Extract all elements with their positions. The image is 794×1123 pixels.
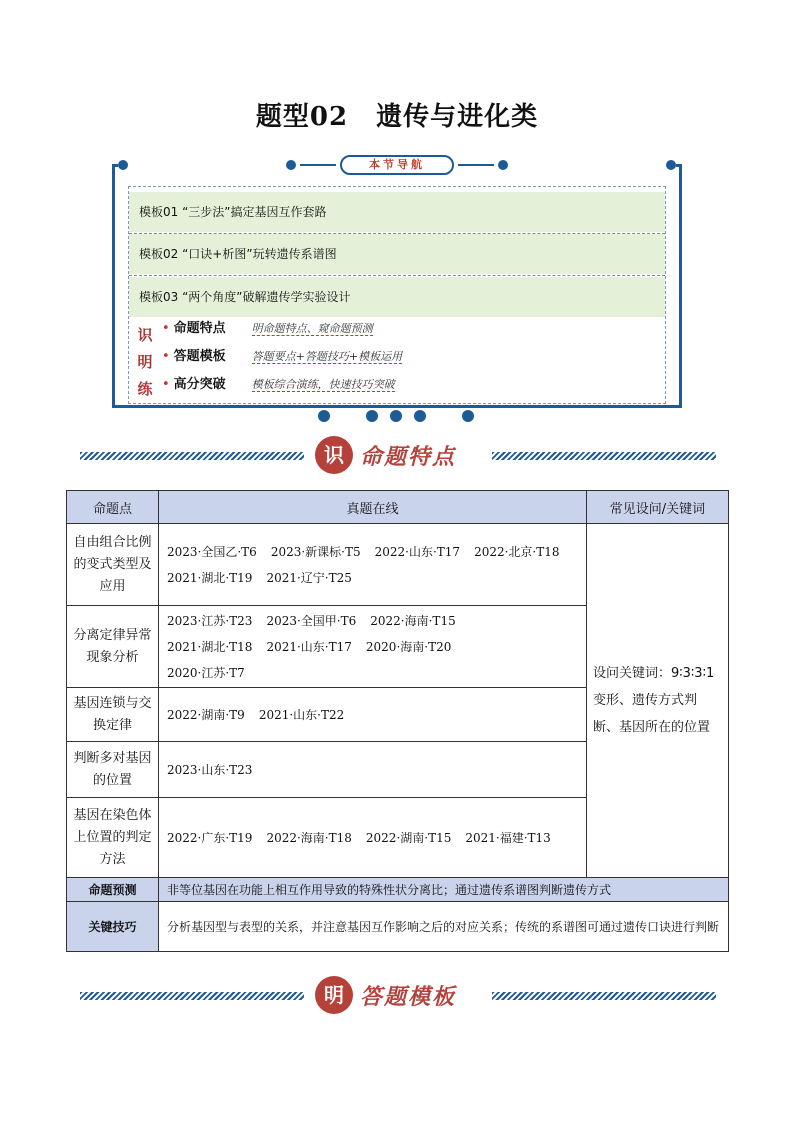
legend-key: 高分突破 <box>173 377 226 392</box>
section-banner-templates <box>80 976 716 1016</box>
prediction-label: 命题预测 <box>67 878 159 902</box>
exam-ref: 2022·湖南·T15 <box>365 830 452 845</box>
banner-title: 命题特点 <box>360 444 457 470</box>
col-header: 命题点 <box>67 491 159 524</box>
banner-title: 答题模板 <box>360 984 457 1010</box>
dot-icon <box>498 160 508 170</box>
col-header: 常见设问/关键词 <box>587 491 729 524</box>
exam-ref: 2023·山东·T23 <box>167 762 253 777</box>
exam-ref: 2021·湖北·T19 <box>167 570 253 585</box>
side-char: 练 <box>137 380 153 398</box>
stripe-decoration <box>492 992 716 1000</box>
template-item-3[interactable]: 模板03 “两个角度”破解遗传学实验设计 <box>129 277 665 317</box>
refs-cell <box>159 524 587 606</box>
refs-cell <box>159 798 587 878</box>
exam-ref: 2023·新课标·T5 <box>270 544 361 559</box>
exam-ref: 2021·辽宁·T25 <box>266 570 352 585</box>
exam-ref: 2020·江苏·T7 <box>167 665 245 680</box>
dot-icon <box>390 410 402 422</box>
nav-heading: 本节导航 <box>340 155 454 175</box>
side-char: 明 <box>137 353 153 371</box>
template-item-2[interactable]: 模板02 “口诀+析图”玩转遗传系谱图 <box>129 234 665 274</box>
title-number: 题型02 <box>255 102 349 132</box>
keywords-cell: 设问关键词：9∶3∶3∶1变形、遗传方式判断、基因所在的位置 <box>587 524 729 878</box>
seal-icon: 识 <box>315 436 353 474</box>
dot-icon <box>318 410 330 422</box>
exam-ref: 2021·山东·T17 <box>266 639 352 654</box>
bullet-icon: • <box>162 321 170 336</box>
dot-icon <box>666 160 676 170</box>
stripe-decoration <box>80 452 304 460</box>
bullet-icon: • <box>162 377 170 392</box>
legend-item-3 <box>162 374 395 396</box>
template-item-1[interactable]: 模板01 “三步法”搞定基因互作套路 <box>129 192 665 232</box>
exam-ref: 2022·广东·T19 <box>167 830 253 845</box>
page-title <box>0 96 794 133</box>
topic-cell: 判断多对基因的位置 <box>67 742 159 798</box>
exam-ref: 2021·福建·T13 <box>465 830 551 845</box>
refs-cell <box>159 606 587 688</box>
refs-cell <box>159 688 587 742</box>
dot-icon <box>462 410 474 422</box>
section-banner-features <box>80 436 716 476</box>
dot-icon <box>286 160 296 170</box>
prediction-row <box>67 878 729 902</box>
exam-ref: 2020·海南·T20 <box>365 639 452 654</box>
dot-icon <box>366 410 378 422</box>
topic-cell: 分离定律异常现象分析 <box>67 606 159 688</box>
seal-icon: 明 <box>315 976 353 1014</box>
exam-ref: 2021·山东·T22 <box>258 707 345 722</box>
nav-header-line <box>300 164 336 166</box>
side-char: 识 <box>137 326 153 344</box>
legend-item-2 <box>162 346 402 368</box>
stripe-decoration <box>80 992 304 1000</box>
divider <box>129 275 665 276</box>
exam-ref: 2023·江苏·T23 <box>167 613 253 628</box>
exam-ref: 2021·湖北·T18 <box>167 639 253 654</box>
legend-desc: 明命题特点、窥命题预测 <box>251 322 373 335</box>
title-text: 遗传与进化类 <box>376 102 539 132</box>
legend-key: 答题模板 <box>173 349 226 364</box>
exam-ref: 2023·全国乙·T6 <box>167 544 257 559</box>
exam-ref: 2022·湖南·T9 <box>167 707 245 722</box>
col-header: 真题在线 <box>159 491 587 524</box>
legend-desc: 模板综合演练，快速技巧突破 <box>251 378 395 391</box>
legend-desc: 答题要点+答题技巧+模板运用 <box>251 350 403 363</box>
legend-key: 命题特点 <box>173 321 226 336</box>
exam-ref: 2022·山东·T17 <box>374 544 461 559</box>
dot-icon <box>118 160 128 170</box>
skills-row <box>67 902 729 952</box>
table-row <box>67 524 729 606</box>
exam-ref: 2022·海南·T15 <box>370 613 456 628</box>
topic-cell: 基因在染色体上位置的判定方法 <box>67 798 159 878</box>
skills-text: 分析基因型与表型的关系，并注意基因互作影响之后的对应关系；传统的系谱图可通过遗传口诀进行判断 <box>159 902 729 952</box>
refs-cell <box>159 742 587 798</box>
exam-ref: 2023·全国甲·T6 <box>266 613 357 628</box>
nav-header <box>118 155 676 175</box>
bullet-icon: • <box>162 349 170 364</box>
exam-ref: 2022·北京·T18 <box>474 544 560 559</box>
nav-header-line <box>458 164 494 166</box>
legend-item-1 <box>162 318 373 340</box>
topic-cell: 自由组合比例的变式类型及应用 <box>67 524 159 606</box>
exam-ref: 2022·海南·T18 <box>266 830 352 845</box>
side-characters <box>134 322 156 403</box>
prediction-text: 非等位基因在功能上相互作用导致的特殊性状分离比；通过遗传系谱图判断遗传方式 <box>159 878 729 902</box>
dot-icon <box>414 410 426 422</box>
stripe-decoration <box>492 452 716 460</box>
topic-cell: 基因连锁与交换定律 <box>67 688 159 742</box>
exam-table <box>66 490 729 952</box>
skills-label: 关键技巧 <box>67 902 159 952</box>
